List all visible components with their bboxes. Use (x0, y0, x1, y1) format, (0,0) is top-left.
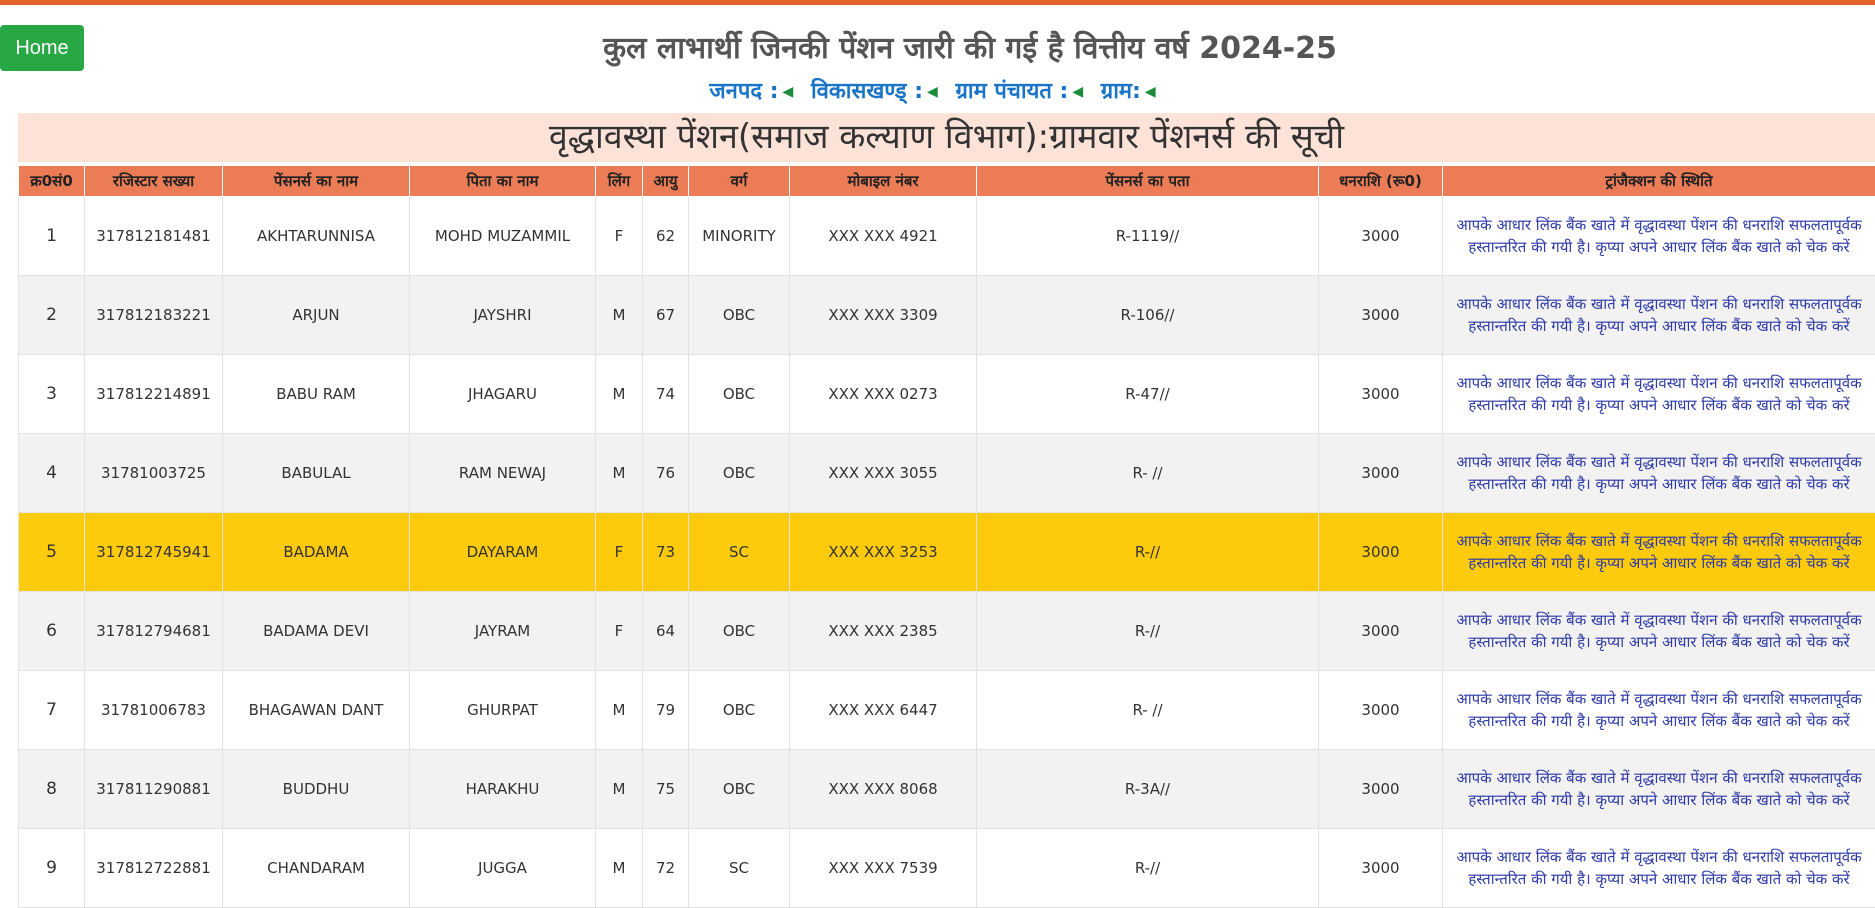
col-header-status: ट्रांजैक्शन की स्थिति (1443, 166, 1875, 197)
cell-father: MOHD MUZAMMIL (410, 197, 596, 276)
cell-category: SC (689, 513, 790, 592)
table-body (19, 197, 1875, 908)
cell-gender: M (596, 671, 643, 750)
cell-name: CHANDARAM (223, 829, 410, 908)
cell-category: SC (689, 829, 790, 908)
cell-age: 74 (643, 355, 689, 434)
cell-address: R- // (977, 434, 1319, 513)
table-row (19, 355, 1875, 434)
cell-amount: 3000 (1319, 513, 1443, 592)
left-arrow-icon: ◀ (1145, 84, 1156, 100)
list-heading: वृद्धावस्था पेंशन(समाज कल्याण विभाग):ग्रामवार पेंशनर्स की सूची (18, 113, 1875, 162)
pensioners-table (18, 165, 1875, 908)
table-row (19, 829, 1875, 908)
cell-amount: 3000 (1319, 276, 1443, 355)
col-header-category: वर्ग (689, 166, 790, 197)
cell-age: 73 (643, 513, 689, 592)
top-accent-bar (0, 0, 1875, 5)
cell-gender: M (596, 829, 643, 908)
cell-category: OBC (689, 276, 790, 355)
cell-gender: F (596, 197, 643, 276)
cell-gender: M (596, 276, 643, 355)
cell-amount: 3000 (1319, 829, 1443, 908)
cell-status: आपके आधार लिंक बैंक खाते में वृद्धावस्था पेंशन की धनराशि सफलतापूर्वक हस्तान्तरित की गयी है। कृप्या अपने आधार लिंक बैंक खाते को चेक करें (1443, 671, 1875, 750)
table-row (19, 276, 1875, 355)
cell-father: JAYRAM (410, 592, 596, 671)
cell-status: आपके आधार लिंक बैंक खाते में वृद्धावस्था पेंशन की धनराशि सफलतापूर्वक हस्तान्तरित की गयी है। कृप्या अपने आधार लिंक बैंक खाते को चेक करें (1443, 276, 1875, 355)
cell-name: BUDDHU (223, 750, 410, 829)
cell-register: 317812183221 (85, 276, 223, 355)
cell-mobile: XXX XXX 4921 (790, 197, 977, 276)
cell-register: 317812214891 (85, 355, 223, 434)
col-header-serial: क्र0सं0 (19, 166, 85, 197)
cell-age: 64 (643, 592, 689, 671)
cell-serial: 4 (19, 434, 85, 513)
cell-address: R- // (977, 671, 1319, 750)
cell-serial: 7 (19, 671, 85, 750)
cell-amount: 3000 (1319, 592, 1443, 671)
district-label: जनपद : (709, 79, 778, 104)
cell-category: OBC (689, 750, 790, 829)
cell-mobile: XXX XXX 3055 (790, 434, 977, 513)
table-row (19, 671, 1875, 750)
cell-status: आपके आधार लिंक बैंक खाते में वृद्धावस्था पेंशन की धनराशि सफलतापूर्वक हस्तान्तरित की गयी है। कृप्या अपने आधार लिंक बैंक खाते को चेक करें (1443, 829, 1875, 908)
col-header-amount: धनराशि (रू0) (1319, 166, 1443, 197)
table-header-row (19, 166, 1875, 197)
cell-address: R-3A// (977, 750, 1319, 829)
cell-mobile: XXX XXX 6447 (790, 671, 977, 750)
cell-register: 317811290881 (85, 750, 223, 829)
cell-father: JUGGA (410, 829, 596, 908)
cell-register: 317812745941 (85, 513, 223, 592)
col-header-address: पेंसनर्स का पता (977, 166, 1319, 197)
cell-mobile: XXX XXX 7539 (790, 829, 977, 908)
cell-amount: 3000 (1319, 197, 1443, 276)
cell-register: 31781003725 (85, 434, 223, 513)
cell-name: BADAMA DEVI (223, 592, 410, 671)
page-title: कुल लाभार्थी जिनकी पेंशन जारी की गई है वित्तीय वर्ष 2024-25 (520, 24, 1420, 74)
cell-age: 79 (643, 671, 689, 750)
col-header-register: रजिस्टार सख्या (85, 166, 223, 197)
cell-father: RAM NEWAJ (410, 434, 596, 513)
cell-serial: 5 (19, 513, 85, 592)
cell-age: 75 (643, 750, 689, 829)
cell-amount: 3000 (1319, 750, 1443, 829)
table-row (19, 592, 1875, 671)
cell-gender: M (596, 434, 643, 513)
cell-serial: 8 (19, 750, 85, 829)
cell-gender: F (596, 513, 643, 592)
cell-amount: 3000 (1319, 434, 1443, 513)
block-label: विकासखण्ड् : (811, 79, 923, 104)
cell-status: आपके आधार लिंक बैंक खाते में वृद्धावस्था पेंशन की धनराशि सफलतापूर्वक हस्तान्तरित की गयी है। कृप्या अपने आधार लिंक बैंक खाते को चेक करें (1443, 355, 1875, 434)
col-header-name: पेंसनर्स का नाम (223, 166, 410, 197)
cell-register: 317812181481 (85, 197, 223, 276)
cell-age: 76 (643, 434, 689, 513)
cell-address: R-// (977, 592, 1319, 671)
cell-name: BHAGAWAN DANT (223, 671, 410, 750)
table-row (19, 434, 1875, 513)
cell-serial: 2 (19, 276, 85, 355)
cell-father: DAYARAM (410, 513, 596, 592)
cell-name: ARJUN (223, 276, 410, 355)
table-row (19, 750, 1875, 829)
cell-address: R-// (977, 513, 1319, 592)
cell-address: R-// (977, 829, 1319, 908)
cell-father: JAYSHRI (410, 276, 596, 355)
cell-category: MINORITY (689, 197, 790, 276)
cell-status: आपके आधार लिंक बैंक खाते में वृद्धावस्था पेंशन की धनराशि सफलतापूर्वक हस्तान्तरित की गयी है। कृप्या अपने आधार लिंक बैंक खाते को चेक करें (1443, 197, 1875, 276)
cell-status: आपके आधार लिंक बैंक खाते में वृद्धावस्था पेंशन की धनराशि सफलतापूर्वक हस्तान्तरित की गयी है। कृप्या अपने आधार लिंक बैंक खाते को चेक करें (1443, 750, 1875, 829)
cell-address: R-47// (977, 355, 1319, 434)
cell-father: HARAKHU (410, 750, 596, 829)
cell-father: JHAGARU (410, 355, 596, 434)
col-header-age: आयु (643, 166, 689, 197)
cell-serial: 1 (19, 197, 85, 276)
cell-name: BABU RAM (223, 355, 410, 434)
left-arrow-icon: ◀ (1072, 84, 1083, 100)
cell-gender: M (596, 750, 643, 829)
cell-serial: 6 (19, 592, 85, 671)
cell-register: 317812794681 (85, 592, 223, 671)
cell-mobile: XXX XXX 3253 (790, 513, 977, 592)
cell-status: आपके आधार लिंक बैंक खाते में वृद्धावस्था पेंशन की धनराशि सफलतापूर्वक हस्तान्तरित की गयी है। कृप्या अपने आधार लिंक बैंक खाते को चेक करें (1443, 434, 1875, 513)
cell-register: 31781006783 (85, 671, 223, 750)
village-label: ग्राम: (1101, 79, 1141, 104)
cell-mobile: XXX XXX 0273 (790, 355, 977, 434)
cell-serial: 9 (19, 829, 85, 908)
table-row (19, 197, 1875, 276)
cell-age: 62 (643, 197, 689, 276)
cell-amount: 3000 (1319, 355, 1443, 434)
cell-name: AKHTARUNNISA (223, 197, 410, 276)
cell-category: OBC (689, 355, 790, 434)
cell-category: OBC (689, 592, 790, 671)
cell-address: R-106// (977, 276, 1319, 355)
cell-mobile: XXX XXX 3309 (790, 276, 977, 355)
cell-serial: 3 (19, 355, 85, 434)
cell-status: आपके आधार लिंक बैंक खाते में वृद्धावस्था पेंशन की धनराशि सफलतापूर्वक हस्तान्तरित की गयी है। कृप्या अपने आधार लिंक बैंक खाते को चेक करें (1443, 513, 1875, 592)
gram-panchayat-label: ग्राम पंचायत : (956, 79, 1069, 104)
col-header-mobile: मोबाइल नंबर (790, 166, 977, 197)
table-row (19, 513, 1875, 592)
cell-father: GHURPAT (410, 671, 596, 750)
cell-register: 317812722881 (85, 829, 223, 908)
cell-gender: M (596, 355, 643, 434)
col-header-father: पिता का नाम (410, 166, 596, 197)
home-button[interactable]: Home (0, 25, 84, 71)
col-header-gender: लिंग (596, 166, 643, 197)
cell-age: 67 (643, 276, 689, 355)
cell-address: R-1119// (977, 197, 1319, 276)
cell-amount: 3000 (1319, 671, 1443, 750)
cell-status: आपके आधार लिंक बैंक खाते में वृद्धावस्था पेंशन की धनराशि सफलतापूर्वक हस्तान्तरित की गयी है। कृप्या अपने आधार लिंक बैंक खाते को चेक करें (1443, 592, 1875, 671)
cell-mobile: XXX XXX 8068 (790, 750, 977, 829)
left-arrow-icon: ◀ (927, 84, 938, 100)
cell-mobile: XXX XXX 2385 (790, 592, 977, 671)
cell-age: 72 (643, 829, 689, 908)
cell-gender: F (596, 592, 643, 671)
cell-name: BABULAL (223, 434, 410, 513)
location-filter-row (0, 76, 1875, 108)
cell-name: BADAMA (223, 513, 410, 592)
left-arrow-icon: ◀ (783, 84, 794, 100)
cell-category: OBC (689, 671, 790, 750)
cell-category: OBC (689, 434, 790, 513)
